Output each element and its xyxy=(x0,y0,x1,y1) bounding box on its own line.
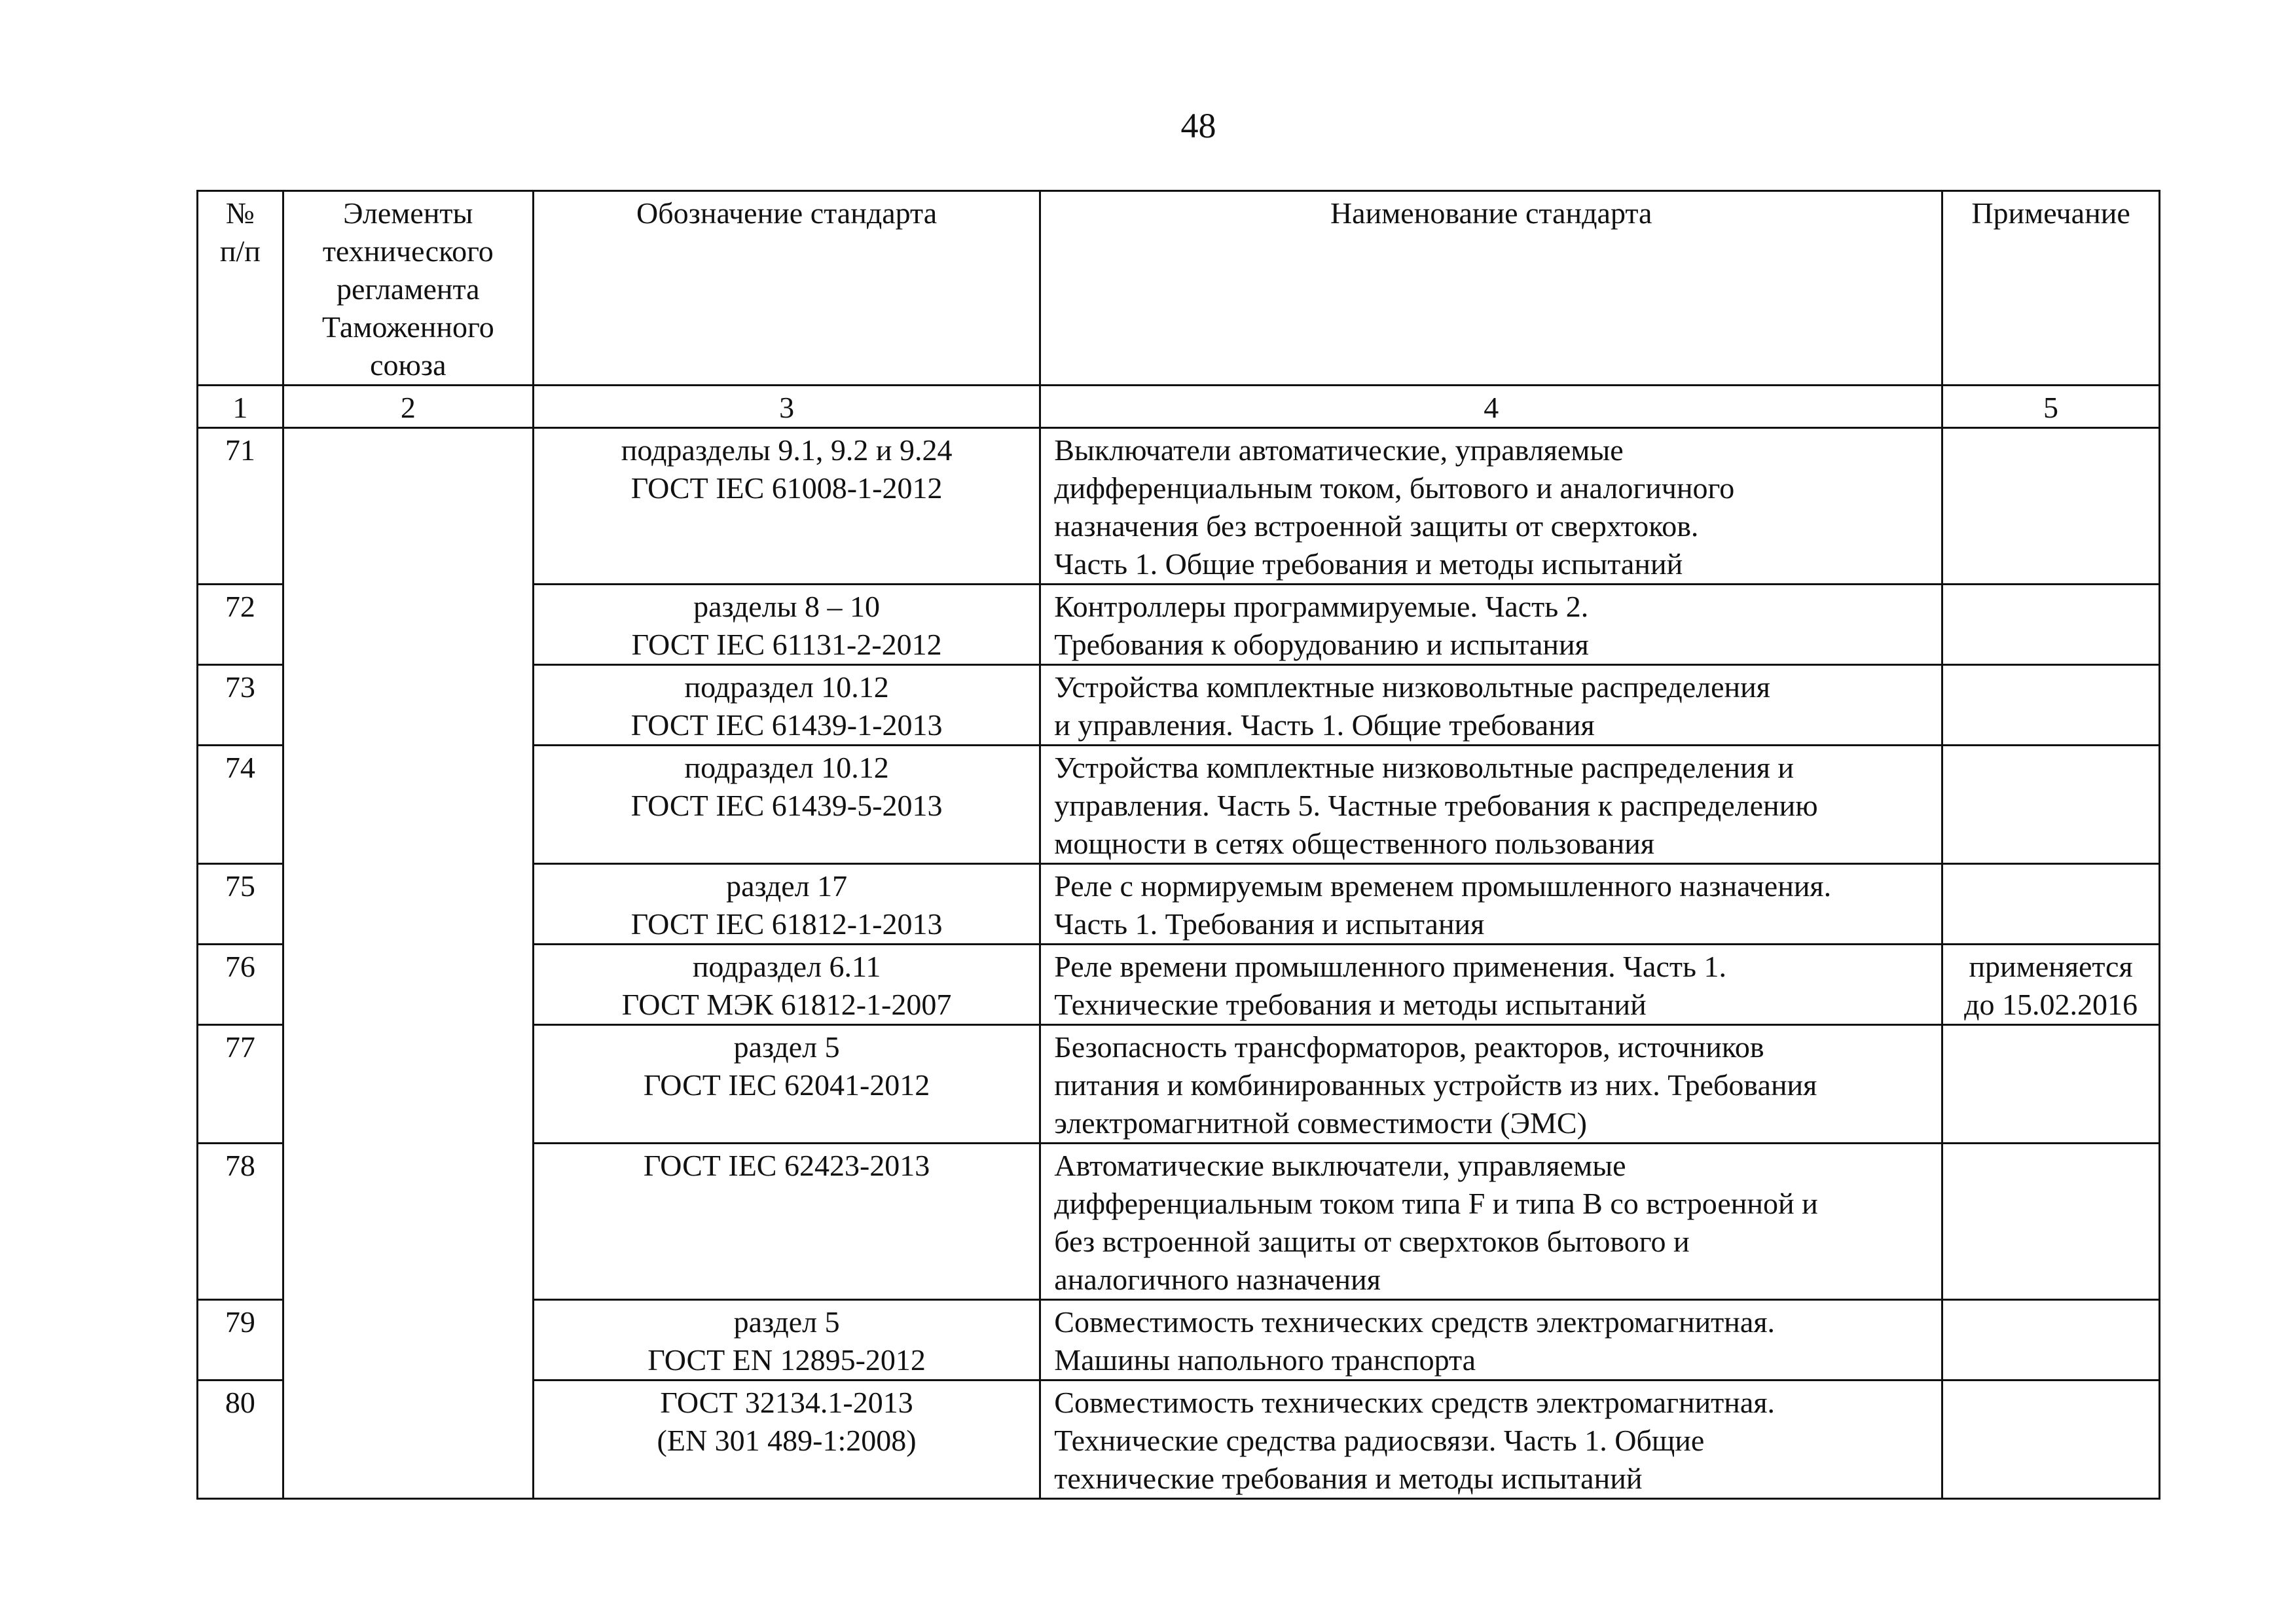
note-cell xyxy=(1942,1380,2160,1499)
row-number: 79 xyxy=(198,1300,283,1380)
header-number xyxy=(198,191,283,386)
designation-line: подразделы 9.1, 9.2 и 9.24 xyxy=(621,433,953,467)
designation-line: раздел 5 xyxy=(733,1305,840,1339)
designation-line: ГОСТ IEC 61812-1-2013 xyxy=(630,907,943,941)
row-number: 73 xyxy=(198,665,283,746)
standard-name-cell xyxy=(1040,746,1942,864)
header-elements-line: регламента xyxy=(337,272,480,306)
designation-line: ГОСТ EN 12895-2012 xyxy=(647,1343,926,1377)
standard-name-cell xyxy=(1040,945,1942,1025)
row-number: 77 xyxy=(198,1025,283,1144)
designation-line: (EN 301 489-1:2008) xyxy=(657,1424,917,1457)
header-elements-line: технического xyxy=(322,234,494,268)
designation-line: ГОСТ IEC 62423-2013 xyxy=(643,1149,930,1182)
row-number: 76 xyxy=(198,945,283,1025)
designation-line: ГОСТ IEC 61131-2-2012 xyxy=(631,628,942,661)
standard-name-line: дифференциальным током, бытового и аналогичного xyxy=(1054,471,1735,505)
row-number: 75 xyxy=(198,864,283,945)
header-elements-line: Таможенного xyxy=(321,310,494,344)
designation-line: подраздел 10.12 xyxy=(684,670,889,704)
column-number: 4 xyxy=(1040,386,1942,428)
header-elements-line: союза xyxy=(370,348,446,382)
designation-line: ГОСТ IEC 61439-1-2013 xyxy=(630,708,943,742)
standard-name-line: Совместимость технических средств электромагнитная. xyxy=(1054,1305,1775,1339)
header-note: Примечание xyxy=(1942,191,2160,386)
column-number: 1 xyxy=(198,386,283,428)
column-number-row xyxy=(198,386,2160,428)
standard-name-line: мощности в сетях общественного пользования xyxy=(1054,827,1654,860)
designation-line: раздел 17 xyxy=(726,869,848,903)
standard-name-line: аналогичного назначения xyxy=(1054,1263,1381,1296)
note-cell xyxy=(1942,1300,2160,1380)
header-elements xyxy=(283,191,533,386)
standard-name-line: Безопасность трансформаторов, реакторов, источников xyxy=(1054,1030,1764,1064)
standards-table xyxy=(196,190,2160,1500)
page-number: 48 xyxy=(1180,106,1216,145)
note-cell xyxy=(1942,864,2160,945)
standard-name-line: Автоматические выключатели, управляемые xyxy=(1054,1149,1626,1182)
note-cell xyxy=(1942,746,2160,864)
designation-line: ГОСТ IEC 61439-5-2013 xyxy=(630,789,943,822)
header-name: Наименование стандарта xyxy=(1040,191,1942,386)
standard-name-line: Реле времени промышленного применения. Часть 1. xyxy=(1054,950,1726,983)
note-cell xyxy=(1942,428,2160,585)
standard-name-line: и управления. Часть 1. Общие требования xyxy=(1054,708,1595,742)
standard-name-line: Устройства комплектные низковольтные распределения и xyxy=(1054,751,1794,784)
standard-name-line: назначения без встроенной защиты от сверхтоков. xyxy=(1054,509,1699,543)
row-number: 72 xyxy=(198,585,283,665)
note-line: до 15.02.2016 xyxy=(1964,988,2138,1021)
designation-cell xyxy=(533,746,1040,864)
designation-cell xyxy=(533,1300,1040,1380)
standard-name-line: электромагнитной совместимости (ЭМС) xyxy=(1054,1106,1587,1140)
standard-name-cell xyxy=(1040,585,1942,665)
designation-cell xyxy=(533,665,1040,746)
row-number: 78 xyxy=(198,1144,283,1300)
column-number: 5 xyxy=(1942,386,2160,428)
row-number: 80 xyxy=(198,1380,283,1499)
designation-line: подраздел 6.11 xyxy=(692,950,881,983)
standard-name-line: без встроенной защиты от сверхтоков бытового и xyxy=(1054,1225,1690,1258)
note-cell xyxy=(1942,1025,2160,1144)
designation-line: подраздел 10.12 xyxy=(684,751,889,784)
header-number-line: п/п xyxy=(219,234,261,268)
designation-cell xyxy=(533,945,1040,1025)
designation-cell xyxy=(533,1380,1040,1499)
standard-name-line: Требования к оборудованию и испытания xyxy=(1054,628,1589,661)
standard-name-line: Технические требования и методы испытаний xyxy=(1054,988,1647,1021)
header-number-line: № xyxy=(225,196,255,230)
standard-name-line: питания и комбинированных устройств из них. Требования xyxy=(1054,1068,1817,1102)
column-number: 3 xyxy=(533,386,1040,428)
note-line: применяется xyxy=(1969,950,2133,983)
designation-cell xyxy=(533,1144,1040,1300)
elements-cell xyxy=(283,428,533,1499)
standard-name-cell xyxy=(1040,665,1942,746)
standard-name-cell xyxy=(1040,1380,1942,1499)
designation-cell xyxy=(533,1025,1040,1144)
table-body xyxy=(198,428,2160,1499)
designation-cell xyxy=(533,864,1040,945)
standard-name-cell xyxy=(1040,1300,1942,1380)
table-header-row xyxy=(198,191,2160,386)
standard-name-line: Устройства комплектные низковольтные распределения xyxy=(1054,670,1770,704)
standard-name-line: Контроллеры программируемые. Часть 2. xyxy=(1054,590,1589,623)
designation-cell xyxy=(533,428,1040,585)
designation-line: ГОСТ 32134.1-2013 xyxy=(660,1386,913,1419)
designation-line: разделы 8 – 10 xyxy=(693,590,881,623)
row-number: 71 xyxy=(198,428,283,585)
header-elements-line: Элементы xyxy=(343,196,473,230)
table-row xyxy=(198,428,2160,585)
standard-name-cell xyxy=(1040,428,1942,585)
note-cell xyxy=(1942,585,2160,665)
column-number: 2 xyxy=(283,386,533,428)
standard-name-line: Часть 1. Общие требования и методы испытаний xyxy=(1054,547,1683,581)
standard-name-line: управления. Часть 5. Частные требования к распределению xyxy=(1054,789,1818,822)
designation-line: ГОСТ IEC 62041-2012 xyxy=(643,1068,930,1102)
note-cell xyxy=(1942,665,2160,746)
standard-name-line: дифференциальным током типа F и типа B со встроенной и xyxy=(1054,1187,1818,1220)
note-cell xyxy=(1942,1144,2160,1300)
designation-cell xyxy=(533,585,1040,665)
standard-name-cell xyxy=(1040,1025,1942,1144)
designation-line: ГОСТ IEC 61008-1-2012 xyxy=(630,471,943,505)
designation-line: ГОСТ МЭК 61812-1-2007 xyxy=(621,988,952,1021)
standard-name-cell xyxy=(1040,864,1942,945)
standard-name-cell xyxy=(1040,1144,1942,1300)
row-number: 74 xyxy=(198,746,283,864)
standard-name-line: Совместимость технических средств электромагнитная. xyxy=(1054,1386,1775,1419)
header-designation: Обозначение стандарта xyxy=(533,191,1040,386)
standard-name-line: Выключатели автоматические, управляемые xyxy=(1054,433,1624,467)
designation-line: раздел 5 xyxy=(733,1030,840,1064)
standard-name-line: Технические средства радиосвязи. Часть 1. Общие xyxy=(1054,1424,1705,1457)
standard-name-line: Часть 1. Требования и испытания xyxy=(1054,907,1485,941)
standard-name-line: Машины напольного транспорта xyxy=(1054,1343,1476,1377)
standard-name-line: технические требования и методы испытаний xyxy=(1054,1462,1643,1495)
standard-name-line: Реле с нормируемым временем промышленного назначения. xyxy=(1054,869,1832,903)
note-cell xyxy=(1942,945,2160,1025)
